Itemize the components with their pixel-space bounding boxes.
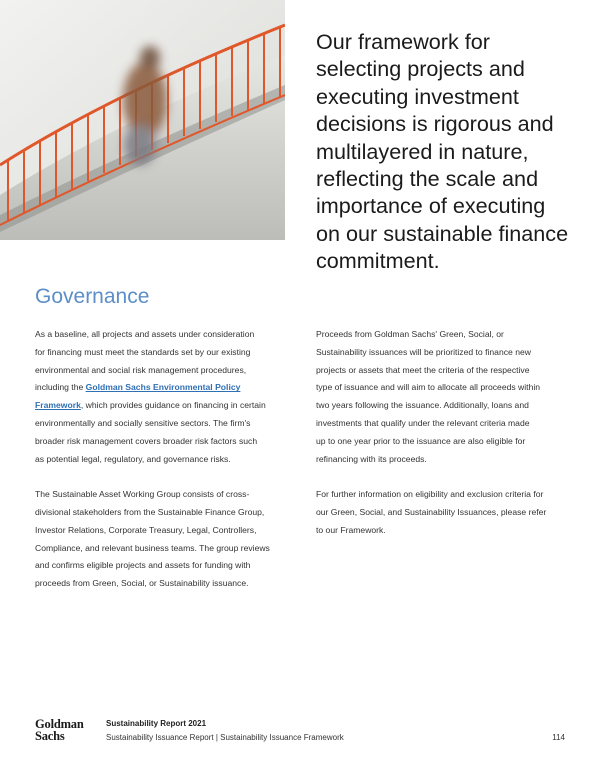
- text-line: up to one year prior to the issuance are also eligible for: [316, 435, 526, 446]
- text-fragment: , which provides guidance on financing in certain: [80, 400, 266, 411]
- text-line: our Green, Social, and Sustainability Issuances, please refer: [316, 506, 547, 517]
- quote-line: commitment.: [316, 248, 440, 274]
- text-line: [35, 397, 285, 415]
- quote-line: on our sustainable finance: [316, 220, 569, 246]
- text-line: As a baseline, all projects and assets under consideration: [35, 329, 255, 339]
- policy-framework-link-cont[interactable]: Framework: [35, 400, 81, 411]
- staircase-photo: [0, 0, 285, 240]
- text-line: type of issuance and will aim to allocate all proceeds within: [316, 382, 541, 393]
- page-number: 114: [552, 733, 565, 742]
- right-column: [316, 326, 566, 540]
- goldman-sachs-logo: [35, 719, 84, 742]
- text-line: divisional stakeholders from the Sustainable Finance Group,: [35, 506, 265, 517]
- logo-line: Goldman: [35, 717, 84, 731]
- section-title: Governance: [35, 285, 150, 308]
- quote-line: multilayered in nature,: [316, 138, 529, 164]
- report-title: Sustainability Report 2021: [106, 719, 207, 728]
- text-line: The Sustainable Asset Working Group consists of cross-: [35, 489, 250, 500]
- paragraph-proceeds: [316, 326, 566, 468]
- text-line: Proceeds from Goldman Sachs' Green, Social, or: [316, 329, 504, 339]
- quote-line: Our framework for: [316, 29, 490, 54]
- text-line: broader risk management covers broader risk factors such: [35, 435, 258, 446]
- text-line: Sustainability issuances will be prioritized to finance new: [316, 346, 531, 357]
- text-line: two years following the issuance. Additionally, loans and: [316, 400, 529, 411]
- text-line: and confirms eligible projects and assets for funding with: [35, 560, 251, 571]
- report-subtitle: Sustainability Issuance Report | Sustainability Issuance Framework: [106, 733, 344, 742]
- paragraph-baseline: [35, 326, 285, 468]
- text-line: For further information on eligibility and exclusion criteria for: [316, 489, 544, 500]
- quote-line: selecting projects and: [316, 56, 525, 82]
- text-line: to our Framework.: [316, 524, 386, 535]
- text-line: proceeds from Green, Social, or Sustainability issuance.: [35, 578, 249, 589]
- text-fragment: including the: [35, 382, 86, 393]
- left-column: [35, 326, 285, 593]
- paragraph-working-group: [35, 486, 285, 593]
- text-line: projects or assets that meet the criteria of the respective: [316, 364, 530, 375]
- text-line: investments that qualify under the relevant criteria made: [316, 417, 530, 428]
- paragraph-further-info: [316, 486, 566, 539]
- text-line: refinancing with its proceeds.: [316, 453, 427, 464]
- text-line: [35, 379, 285, 397]
- text-line: Compliance, and relevant business teams. The group reviews: [35, 542, 270, 553]
- quote-line: reflecting the scale and: [316, 166, 539, 192]
- text-line: Investor Relations, Corporate Treasury, Legal, Controllers,: [35, 524, 257, 535]
- logo-line: Sachs: [35, 728, 65, 743]
- text-line: environmental and social risk management procedures,: [35, 364, 247, 375]
- quote-line: decisions is rigorous and: [316, 111, 554, 137]
- text-line: as potential legal, regulatory, and governance risks.: [35, 453, 231, 464]
- quote-line: executing investment: [316, 83, 519, 109]
- text-line: environmentally and socially sensitive sectors. The firm's: [35, 417, 251, 428]
- quote-line: importance of executing: [316, 193, 546, 219]
- policy-framework-link[interactable]: Goldman Sachs Environmental Policy: [85, 382, 241, 393]
- pull-quote: [316, 28, 580, 275]
- text-line: for financing must meet the standards set by our existing: [35, 346, 251, 357]
